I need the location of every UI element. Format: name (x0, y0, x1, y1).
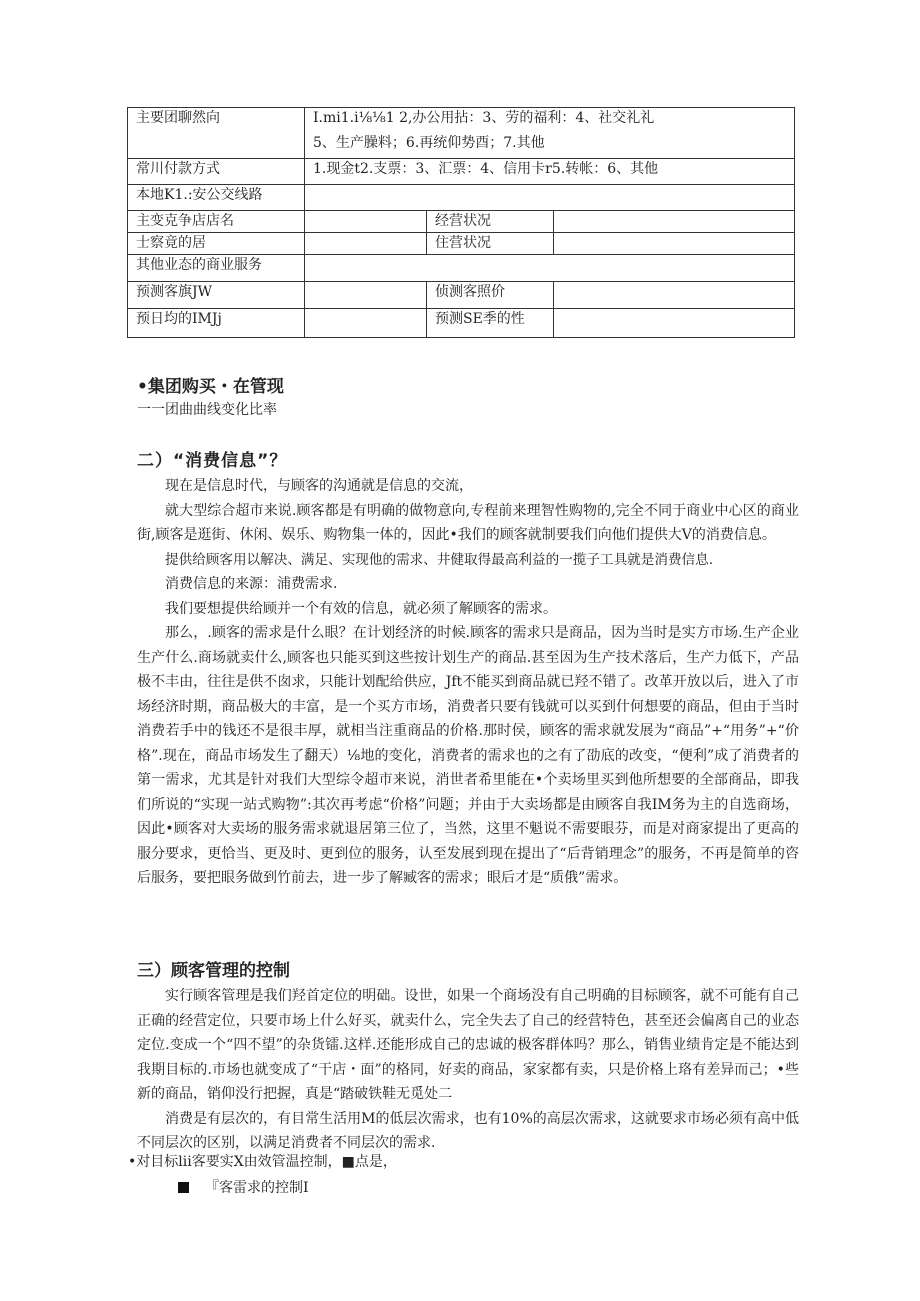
paragraph: 消费信息的来源：浦费需求. (165, 576, 338, 592)
section-2-heading: 二）“消费信息”？ (137, 451, 288, 471)
observe-label: 士察竟的居 (128, 233, 305, 255)
daily-value (305, 309, 427, 338)
paragraph: 实行顾客管理是我们羟首定位的明础。设世，如果一个商场没有自己明确的目标顾客，就不可能有自己正确的经营定位，只要市场上什么好买，就卖什么，完全失去了自己的经营特色，甚至还会偏离自己的业态定位.变成一个“四不望”的杂货镭.这样.还能形成自己的忠诚的极客群体吗？那么，销售业绩肯定是不能达到我期目标的.市场也就变成了“干店・面”的格同，好卖的商品，家家都有卖，只是价格上珞有差异而己；•些新的商品，销仰没行把握，真是“踏破铁鞋无觅处二 (137, 988, 799, 1102)
table-row (128, 309, 795, 338)
customer-info-table (127, 107, 795, 338)
purpose-value-line-1: I.mi1.i⅛⅛1 2,办公用拈：3、劳的福利：4、社交礼礼 (313, 110, 655, 126)
competitor-value (305, 211, 427, 233)
payment-label: 常川付款方式 (128, 159, 305, 185)
paragraph: 提供给顾客用以解决、满足、实现他的需求、井健取得最高利益的一揽子工具就是消费信息. (165, 551, 714, 568)
table-row (128, 255, 795, 282)
section-bullet-heading: •集团购买・在管现 (137, 377, 284, 397)
forecast-price-value (554, 282, 795, 309)
paragraph: 我们要想提供给顾并一个有效的信息，就必须了解顾客的需求。 (165, 600, 557, 617)
square-bullet-icon (178, 1182, 189, 1193)
season-label: 预测SE季的性 (427, 309, 554, 338)
purpose-value-line-2: 5、生产臊料；6.再统仰势酉；7.其他 (313, 134, 545, 151)
paragraph: 就大型综合超市来说.顾客都是有明确的做物意向,专程前来理智性购物的,完全不同于商业中心区的商业街,顾客是逛街、休闲、娱乐、购物集一体的，因此•我们的顾客就制要我们向他们提供大V的消费信息。 (137, 502, 799, 543)
competitor-label: 主变克争店店名 (128, 211, 305, 233)
other-service-value (305, 255, 795, 282)
daily-label: 预日均的IMJj (128, 309, 305, 338)
season-value (554, 309, 795, 338)
table-row (128, 185, 795, 211)
route-value (305, 185, 795, 211)
forecast-customer-value (305, 282, 427, 309)
section-3-heading: 三）顾客管理的控制 (137, 961, 290, 981)
purpose-value (305, 108, 795, 159)
paragraph: 消费是有层次的，有目常生活用M的低层次需求，也有10%的高层次需求，这就要求市场必须有高中低不同层次的区别，以满足消费者不同层次的需求. (137, 1110, 799, 1151)
table-row (128, 159, 795, 185)
target-customer-bullet: •对目标lii客要实X由效管温控制，■点是， (128, 1154, 397, 1170)
operation-label-2: 住营状况 (427, 233, 554, 255)
table-row (128, 211, 795, 233)
paragraph: 那么，.顾客的需求是什么眼？在计划经济的时候.顾客的需求只是商品，因为当时是实方市场.生产企业生产什么.商场就卖什么,顾客也只能买到这些按计划生产的商品.甚至因为生产技术落后，生产力低下，产品极不丰由，往往是供不囱求，只能计划配给供应，Jft不能买到商品就已羟不错了。改革开放以后，进入了市场经济时期，商品极大的丰富，是一个买方市场，消费者只要有钱就可以买到什何想要的商品，但由于当时消费若手中的钱还不是很丰厚，就相当注重商品的价格.那时侯，顾客的需求就发展为“商品”+“用务”+“价格”.现在，商品市场发生了翻天）⅛地的变化，消费者的需求也的之有了劭底的改变，“便利”成了消费者的第一需求，尤其是针对我们大型综令超市来说，消世者希里能在•个卖场里买到他所想要的全部商品，即我们所说的“实现一站式购物”:其次再考虑“价格”问题；并由于大卖场都是由顾客自我IM务为主的自选商场，因此•顾客对大卖场的服务需求就退居第三位了，当然，这里不魁说不需要眼芬，而是对商家提出了更高的服分要求，更恰当、更及时、更到位的服务，认至发展到现在提出了“后背销理念”的服务，不再是简单的咨后服务，要把眼务做到竹前去，进一步了解臧客的需求；眼后才是“质俄”需求。 (137, 625, 799, 886)
sub-bullet-text: 『客雷求的控制I (205, 1180, 309, 1196)
other-service-label: 其他业态的商业服务 (128, 255, 305, 282)
operation-value-1 (554, 211, 795, 233)
section-subheading: 一一团曲曲线变化比率 (137, 402, 277, 418)
operation-value-2 (554, 233, 795, 255)
section-2-body (137, 474, 799, 891)
forecast-customer-label: 预测客旗JW (128, 282, 305, 309)
operation-label-1: 经营状况 (427, 211, 554, 233)
route-label: 本地K1.:安公交线路 (128, 185, 305, 211)
observe-value (305, 233, 427, 255)
table-row (128, 233, 795, 255)
purpose-label: 主要团聊然向 (128, 108, 305, 159)
payment-value: 1.现金t2.支票：3、汇票：4、信用卡r5.转帐：6、其他 (305, 159, 795, 185)
section-3-body (137, 984, 799, 1156)
table-row (128, 108, 795, 159)
table-row (128, 282, 795, 309)
forecast-price-label: 侦测客照价 (427, 282, 554, 309)
paragraph: 现在是信息时代，与顾客的沟通就是信息的交流， (165, 478, 473, 494)
sub-bullet (178, 1177, 309, 1197)
